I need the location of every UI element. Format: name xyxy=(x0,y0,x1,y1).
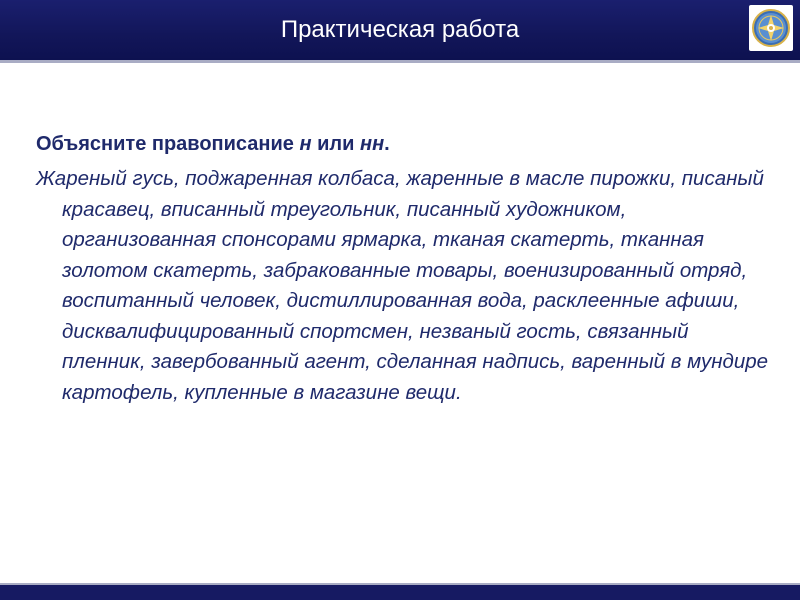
slide-content xyxy=(36,130,776,408)
header-divider xyxy=(0,60,800,63)
exercise-text: Жареный гусь, поджаренная колбаса, жаренные в масле пирожки, писаный красавец, вписанный треугольник, писанный художником, организованная спонсорами ярмарка, тканая скатерть, тканная золотом скатерть, забракованные товары, военизированный отряд, воспитанный человек, дистиллированная вода, расклеенные афиши, дисквалифицированный спортсмен, незваный гость, связанный пленник, завербованный агент, сделанная надпись, варенный в мундире картофель, купленные в магазине вещи. xyxy=(36,167,769,404)
emblem-icon xyxy=(749,5,793,51)
task-or: или xyxy=(311,133,360,155)
task-prefix: Объясните правописание xyxy=(36,133,300,155)
task-suffix: . xyxy=(384,133,390,155)
footer-bar xyxy=(0,585,800,600)
task-heading xyxy=(36,130,776,158)
slide-title: Практическая работа xyxy=(280,16,520,43)
task-nn: нн xyxy=(359,133,385,155)
task-n: н xyxy=(299,133,312,155)
